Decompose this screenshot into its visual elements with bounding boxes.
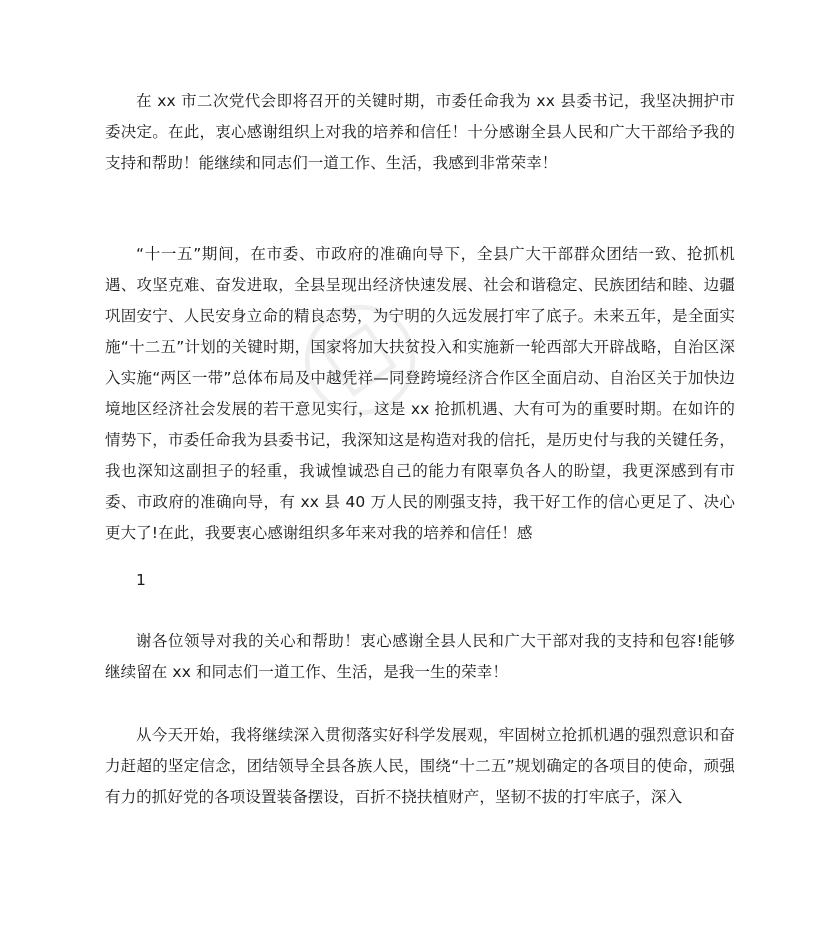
- paragraph-1: 在 xx 市二次党代会即将召开的关键时期，市委任命我为 xx 县委书记，我坚决拥护市委决定。在此，衷心感谢组织上对我的培养和信任！十分感谢全县人民和广大干部给予我的支持和帮助！能继续和同志们一道工作、生活，我感到非常荣幸！: [105, 92, 735, 172]
- paragraph-4: 从今天开始，我将继续深入贯彻落实好科学发展观，牢固树立抢抓机遇的强烈意识和奋力赶超的坚定信念，团结领导全县各族人民，围绕“十二五”规划确定的各项目的使命，顽强有力的抓好党的各项设置装备摆设，百折不挠扶植财产，坚韧不拔的打牢底子，深入: [105, 726, 735, 806]
- page-number: 1: [136, 571, 146, 589]
- paragraph-3: 谢各位领导对我的关心和帮助！衷心感谢全县人民和广大干部对我的支持和包容!能够继续留在 xx 和同志们一道工作、生活，是我一生的荣幸！: [105, 632, 735, 681]
- paragraph-2: “十一五”期间，在市委、市政府的准确向导下，全县广大干部群众团结一致、抢抓机遇、攻坚克难、奋发进取，全县呈现出经济快速发展、社会和谐稳定、民族团结和睦、边疆巩固安宁、人民安身立命的精良态势，为宁明的久远发展打牢了底子。未来五年，是全面实施“十二五”计划的关键时期，国家将加大扶贫投入和实施新一轮西部大开辟战略，自治区深入实施“两区一带”总体布局及中越凭祥—同登跨境经济合作区全面启动、自治区关于加快边境地区经济社会发展的若干意见实行，这是 xx 抢抓机遇、大有可为的重要时期。在如许的情势下，市委任命我为县委书记，我深知这是构造对我的信托，是历史付与我的关键任务，我也深知这副担子的轻重，我诚惶诚恐自己的能力有限辜负各人的盼望，我更深感到有市委、市政府的准确向导，有 xx 县 40 万人民的刚强支持，我干好工作的信心更足了、决心更大了!在此，我要衷心感谢组织多年来对我的培养和信任！感: [105, 245, 735, 542]
